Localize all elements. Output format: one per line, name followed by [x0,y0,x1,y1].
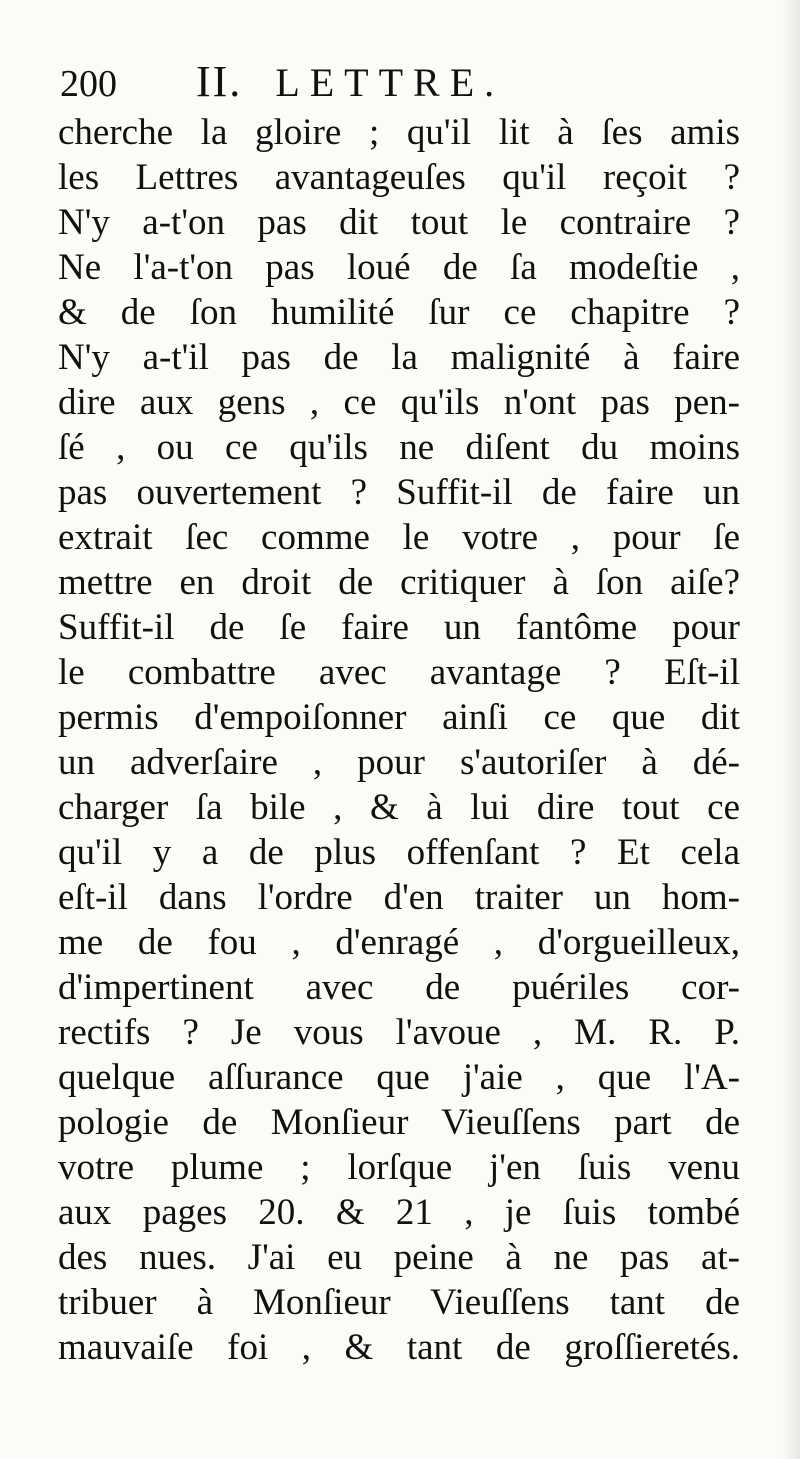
text-line: d'impertinent avec de puériles cor- [58,967,740,1008]
letter-title: LETTRE. [275,60,505,105]
text-line: le combattre avec avantage ? Eſt-il [58,652,740,693]
text-line: Suffit-il de ſe faire un fantôme pour [58,607,740,648]
text-line: N'y a-t'il pas de la malignité à faire [58,337,740,378]
text-line: me de fou , d'enragé , d'orgueilleux, [58,922,740,963]
text-line: & de ſon humilité ſur ce chapitre ? [58,292,740,333]
running-head [60,52,740,112]
text-line: les Lettres avantageuſes qu'il reçoit ? [58,157,740,198]
text-line: un adverſaire , pour s'autoriſer à dé- [58,742,740,783]
text-line: qu'il y a de plus offenſant ? Et cela [58,832,740,873]
text-line: charger ſa bile , & à lui dire tout ce [58,787,740,828]
body-text [58,110,740,1370]
text-line: aux pages 20. & 21 , je ſuis tombé [58,1192,740,1233]
text-line: pas ouvertement ? Suffit-il de faire un [58,472,740,513]
letter-number: II. [196,57,243,106]
text-line: dire aux gens , ce qu'ils n'ont pas pen- [58,382,740,423]
text-line: cherche la gloire ; qu'il lit à ſes amis [58,112,740,153]
text-line: eſt-il dans l'ordre d'en traiter un hom- [58,877,740,918]
text-line: votre plume ; lorſque j'en ſuis venu [58,1147,740,1188]
text-line: mauvaiſe foi , & tant de groſſieretés. [58,1327,740,1368]
page-number: 200 [60,63,117,105]
text-line: mettre en droit de critiquer à ſon aiſe? [58,562,740,603]
text-line: permis d'empoiſonner ainſi ce que dit [58,697,740,738]
text-line: quelque aſſurance que j'aie , que l'A- [58,1057,740,1098]
text-line: rectifs ? Je vous l'avoue , M. R. P. [58,1012,740,1053]
page-edge-shadow [782,0,800,1459]
text-line: N'y a-t'on pas dit tout le contraire ? [58,202,740,243]
text-line: tribuer à Monſieur Vieuſſens tant de [58,1282,740,1323]
text-line: des nues. J'ai eu peine à ne pas at- [58,1237,740,1278]
text-line: ſé , ou ce qu'ils ne diſent du moins [58,427,740,468]
text-line: pologie de Monſieur Vieuſſens part de [58,1102,740,1143]
text-line: Ne l'a-t'on pas loué de ſa modeſtie , [58,247,740,288]
text-line: extrait ſec comme le votre , pour ſe [58,517,740,558]
